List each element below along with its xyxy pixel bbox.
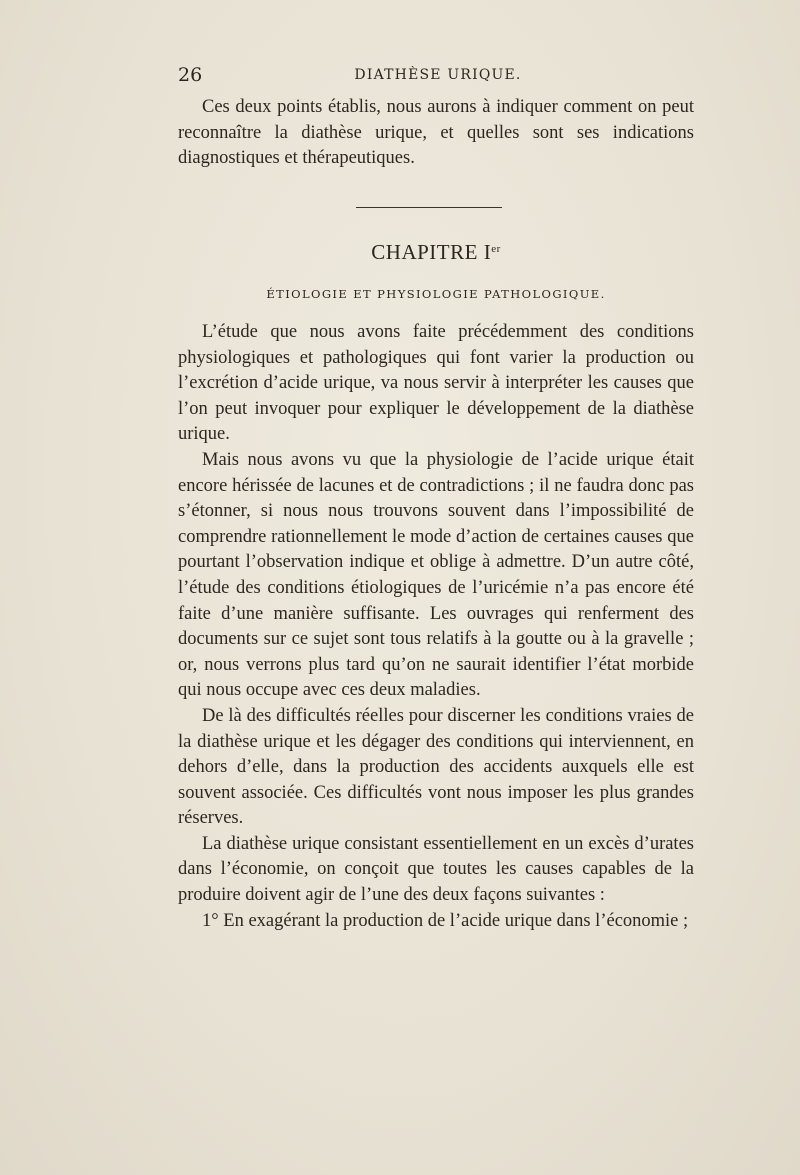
chapter-title-text: CHAPITRE I bbox=[371, 240, 492, 264]
intro-text bbox=[178, 95, 694, 172]
intro-paragraph: Ces deux points établis, nous aurons à indiquer comment on peut reconnaître la diathèse urique, et quelles sont ses indications diagnostiques et thérapeutiques. bbox=[178, 97, 694, 169]
chapter-title-superscript: er bbox=[491, 243, 501, 255]
running-head bbox=[178, 64, 698, 90]
paragraph: Mais nous avons vu que la physiologie de l’acide urique était encore hérissée de lacunes et de contradictions ; il ne faudra donc pas s’étonner, si nous nous trouvons souvent dans l’impossibilité de comprendre rationnellement le mode d’action de certaines causes que pourtant l’observation indique et oblige à admettre. D’un autre côté, l’étude des conditions étiologiques de l’uricémie n’a pas encore été faite d’une manière suffisante. Les ouvrages qui renferment des documents sur ce sujet sont tous relatifs à la goutte ou à la gravelle ; or, nous verrons plus tard qu’on ne saurait identifier l’état morbide qui nous occupe avec ces deux maladies. bbox=[178, 449, 694, 701]
paragraph: L’étude que nous avons faite précédemment des conditions physiologiques et pathologiques qui font varier la production ou l’excrétion d’acide urique, va nous servir à interpréter les causes que l’on peut invoquer pour expliquer le développement de la diathèse urique. bbox=[178, 322, 694, 445]
chapter-subtitle: ÉTIOLOGIE ET PHYSIOLOGIE PATHOLOGIQUE. bbox=[266, 287, 606, 301]
paragraph: De là des difficultés réelles pour discerner les conditions vraies de la diathèse urique et les dégager des conditions qui interviennent, en dehors d’elle, dans la production des accidents auxquels elle est souvent associée. Ces difficultés vont nous imposer les plus grandes réserves. bbox=[178, 705, 694, 829]
chapter-title bbox=[178, 240, 694, 265]
paragraph: 1° En exagérant la production de l’acide urique dans l’économie ; bbox=[202, 910, 689, 931]
chapter-body bbox=[178, 320, 694, 934]
paragraph: La diathèse urique consistant essentiellement en un excès d’urates dans l’économie, on conçoit que toutes les causes capables de la produire doivent agir de l’une des deux façons suivantes : bbox=[178, 833, 694, 906]
section-divider bbox=[356, 207, 502, 208]
running-title: DIATHÈSE URIQUE. bbox=[354, 67, 522, 83]
page-number: 26 bbox=[178, 64, 203, 86]
